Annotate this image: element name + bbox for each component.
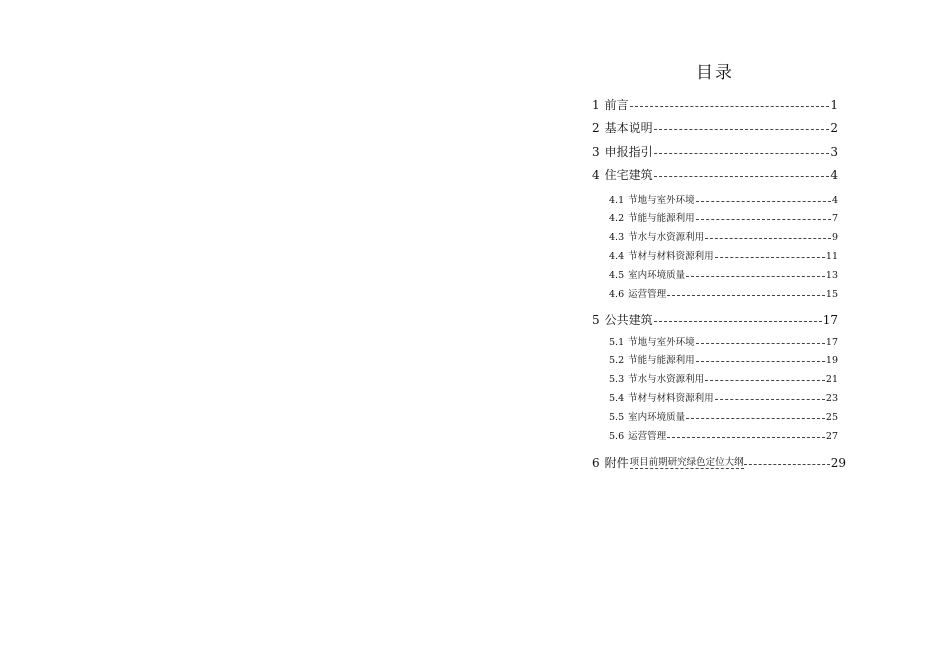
toc-entry-number: 6 [592, 456, 600, 470]
toc-entry-5-3[interactable] [609, 375, 838, 385]
toc-leader [686, 418, 825, 419]
toc-entry-page: 17 [822, 313, 838, 327]
toc-entry-title: 前言 [604, 98, 629, 112]
toc-entry-title: 节材与材料资源利用 [628, 393, 714, 404]
toc-leader [696, 201, 831, 202]
toc-entry-5-6[interactable] [609, 432, 838, 442]
toc-entry-title: 运营管理 [628, 289, 667, 300]
toc-entry-title: 住宅建筑 [604, 168, 653, 182]
toc-entry-page: 29 [830, 456, 846, 470]
toc-leader [696, 219, 831, 220]
toc-leader [705, 238, 831, 239]
toc-entry-page: 23 [825, 393, 838, 404]
toc-entry-page: 2 [830, 121, 838, 135]
toc-entry-number: 4.1 [609, 195, 625, 206]
toc-entry-number: 4 [592, 168, 600, 182]
toc-entry-number: 5.4 [609, 393, 625, 404]
toc-entry-number: 5.3 [609, 374, 625, 385]
toc-leader [654, 321, 822, 322]
toc-entry-number: 5.1 [609, 337, 625, 348]
toc-entry-page: 7 [831, 213, 838, 224]
toc-entry-page: 15 [825, 289, 838, 300]
toc-entry-page: 9 [831, 232, 838, 243]
toc-entry-4[interactable] [592, 169, 838, 181]
toc-entry-title: 附件 [604, 456, 629, 470]
toc-entry-5-2[interactable] [609, 356, 838, 366]
toc-entry-title: 节水与水资源利用 [628, 374, 705, 385]
toc-leader [654, 129, 830, 130]
toc-entry-number: 5.5 [609, 412, 625, 423]
toc-entry-subtitle: 项目前期研究绿色定位大纲 [629, 456, 744, 468]
toc-entry-page: 11 [825, 251, 838, 262]
toc-entry-4-1[interactable] [609, 196, 838, 206]
toc-entry-number: 5.6 [609, 431, 625, 442]
toc-entry-title: 节能与能源利用 [628, 355, 695, 366]
toc-leader [744, 464, 830, 465]
toc-entry-5-5[interactable] [609, 413, 838, 423]
toc-entry-title: 室内环境质量 [628, 412, 686, 423]
toc-leader [654, 176, 830, 177]
toc-leader [686, 276, 825, 277]
toc-entry-title: 申报指引 [604, 145, 653, 159]
toc-leader [696, 361, 825, 362]
toc-entry-4-4[interactable] [609, 252, 838, 262]
toc-entry-number: 4.4 [609, 251, 625, 262]
toc-entry-page: 4 [830, 168, 838, 182]
toc-leader [630, 106, 830, 107]
toc-entry-5[interactable] [592, 314, 838, 326]
toc-entry-title: 节水与水资源利用 [628, 232, 705, 243]
toc-entry-number: 5.2 [609, 355, 625, 366]
toc-entry-page: 21 [825, 374, 838, 385]
toc-entry-page: 13 [825, 270, 838, 281]
toc-entry-5-4[interactable] [609, 394, 838, 404]
toc-leader [715, 399, 825, 400]
toc-entry-title: 基本说明 [604, 121, 653, 135]
toc-leader [715, 257, 825, 258]
toc-entry-page: 19 [825, 355, 838, 366]
toc-entry-6[interactable] [592, 457, 846, 469]
toc-entry-5-1[interactable] [609, 338, 838, 348]
toc-leader [667, 437, 825, 438]
toc-leader [667, 295, 825, 296]
toc-entry-number: 3 [592, 145, 600, 159]
toc-entry-4-3[interactable] [609, 233, 838, 243]
toc-leader [654, 153, 830, 154]
toc-entry-number: 4.2 [609, 213, 625, 224]
toc-leader [705, 380, 825, 381]
toc-entry-title: 节能与能源利用 [628, 213, 695, 224]
toc-leader [696, 343, 825, 344]
toc-entry-3[interactable] [592, 146, 838, 158]
toc-entry-page: 1 [830, 98, 838, 112]
toc-entry-page: 25 [825, 412, 838, 423]
toc-title: 目录 [696, 63, 734, 83]
toc-entry-1[interactable] [592, 99, 838, 111]
toc-entry-2[interactable] [592, 122, 838, 134]
toc-entry-4-6[interactable] [609, 290, 838, 300]
toc-entry-number: 4.3 [609, 232, 625, 243]
toc-entry-title: 节地与室外环境 [628, 337, 695, 348]
toc-entry-title: 节地与室外环境 [628, 195, 695, 206]
toc-entry-title: 公共建筑 [604, 313, 653, 327]
toc-entry-number: 5 [592, 313, 600, 327]
toc-entry-page: 3 [830, 145, 838, 159]
toc-entry-title: 室内环境质量 [628, 270, 686, 281]
toc-entry-number: 2 [592, 121, 600, 135]
toc-entry-page: 27 [825, 431, 838, 442]
toc-entry-number: 4.5 [609, 270, 625, 281]
toc-entry-number: 1 [592, 98, 600, 112]
toc-entry-4-5[interactable] [609, 271, 838, 281]
toc-entry-page: 17 [825, 337, 838, 348]
toc-entry-number: 4.6 [609, 289, 625, 300]
toc-entry-title: 节材与材料资源利用 [628, 251, 714, 262]
toc-entry-title: 运营管理 [628, 431, 667, 442]
toc-entry-4-2[interactable] [609, 214, 838, 224]
toc-entry-page: 4 [831, 195, 838, 206]
